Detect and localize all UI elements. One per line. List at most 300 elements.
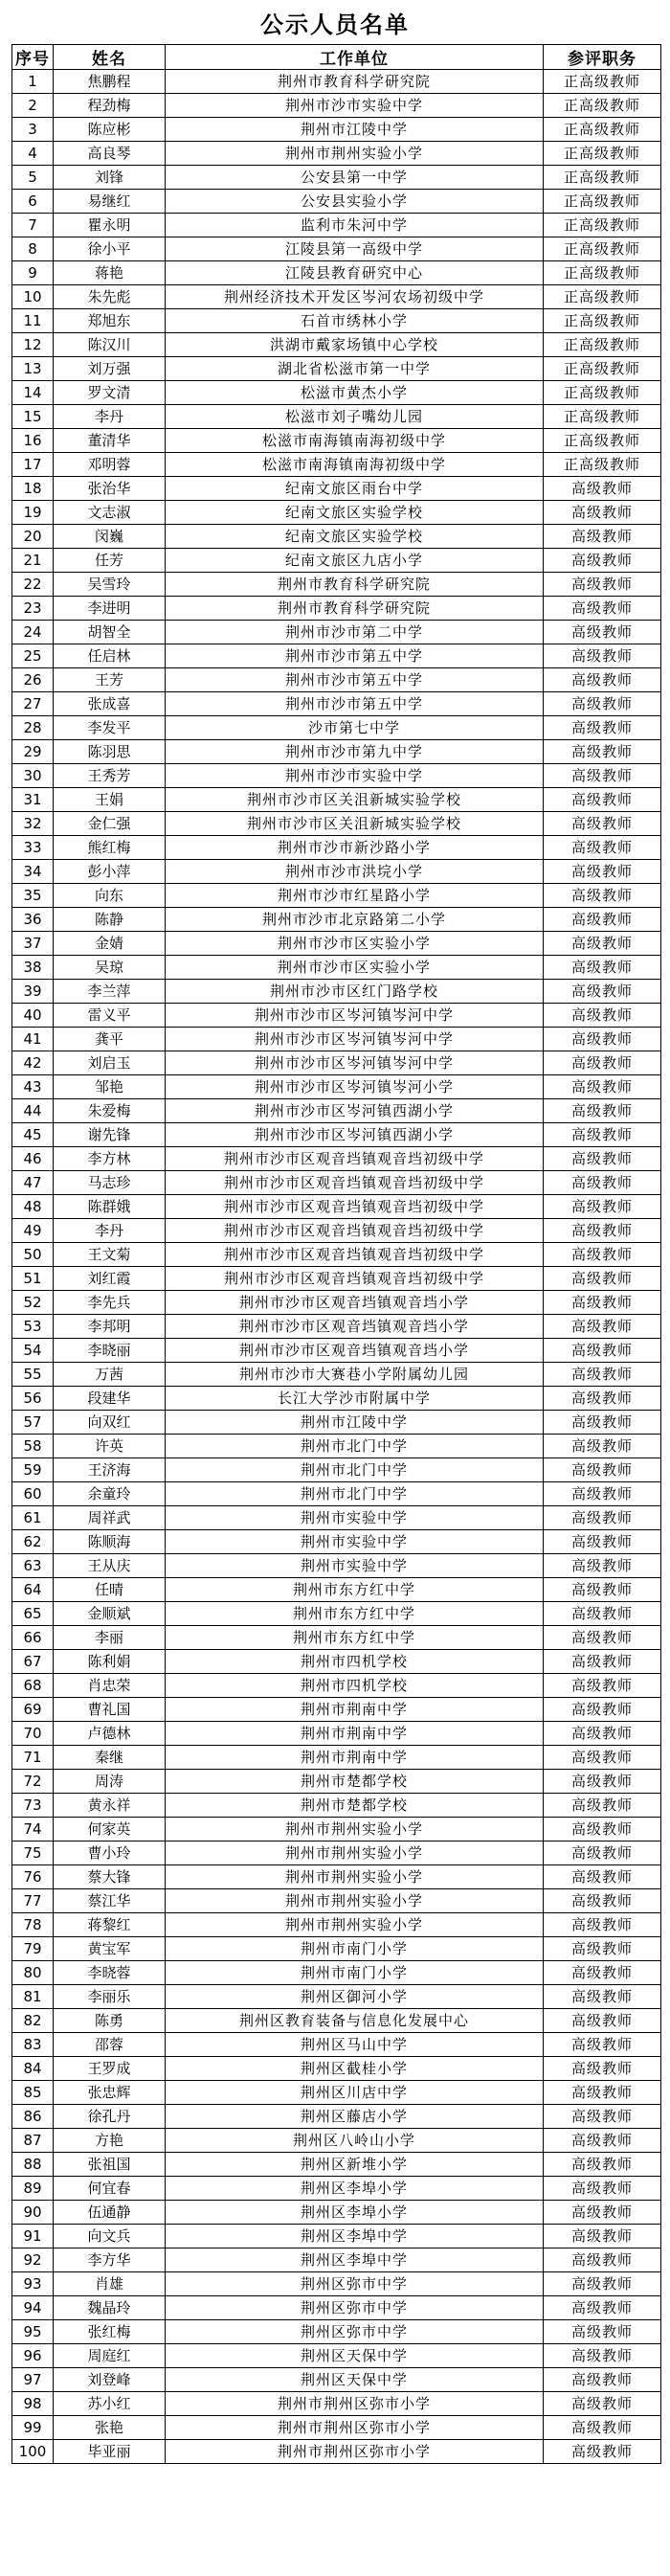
row-name: 董清华 xyxy=(54,429,166,453)
table-row xyxy=(12,2105,661,2129)
row-name: 曹小玲 xyxy=(54,1842,166,1865)
row-name: 王秀芳 xyxy=(54,764,166,788)
row-index: 8 xyxy=(12,237,54,261)
row-name: 金顺斌 xyxy=(54,1602,166,1626)
table-row xyxy=(12,381,661,405)
row-name: 马志珍 xyxy=(54,1171,166,1195)
row-index: 52 xyxy=(12,1291,54,1315)
page-title: 公示人员名单 xyxy=(260,11,410,38)
row-name: 陈静 xyxy=(54,908,166,932)
row-title: 高级教师 xyxy=(544,1482,661,1506)
row-index: 71 xyxy=(12,1746,54,1770)
row-index: 32 xyxy=(12,812,54,836)
row-unit: 荆州市沙市第二中学 xyxy=(166,621,544,644)
table-row xyxy=(12,2344,661,2368)
row-index: 93 xyxy=(12,2272,54,2296)
row-title: 正高级教师 xyxy=(544,333,661,357)
row-index: 40 xyxy=(12,1004,54,1028)
row-index: 35 xyxy=(12,884,54,908)
row-unit: 荆州市沙市区观音垱镇观音垱初级中学 xyxy=(166,1147,544,1171)
row-title: 高级教师 xyxy=(544,1411,661,1435)
row-unit: 荆州区藤店小学 xyxy=(166,2105,544,2129)
row-index: 38 xyxy=(12,956,54,980)
row-title: 高级教师 xyxy=(544,668,661,692)
table-row xyxy=(12,405,661,429)
row-title: 高级教师 xyxy=(544,1937,661,1961)
table-row xyxy=(12,549,661,573)
row-title: 高级教师 xyxy=(544,2368,661,2392)
row-title: 正高级教师 xyxy=(544,142,661,166)
row-title: 高级教师 xyxy=(544,1770,661,1794)
row-unit: 荆州区天保中学 xyxy=(166,2368,544,2392)
table-row xyxy=(12,2177,661,2201)
row-index: 57 xyxy=(12,1411,54,1435)
row-title: 高级教师 xyxy=(544,1506,661,1530)
row-title: 正高级教师 xyxy=(544,166,661,190)
table-row xyxy=(12,1123,661,1147)
row-name: 向双红 xyxy=(54,1411,166,1435)
row-index: 20 xyxy=(12,525,54,549)
row-index: 34 xyxy=(12,860,54,884)
row-index: 70 xyxy=(12,1722,54,1746)
row-name: 李进明 xyxy=(54,597,166,621)
table-row xyxy=(12,453,661,477)
table-row xyxy=(12,1626,661,1650)
row-name: 肖雄 xyxy=(54,2272,166,2296)
row-index: 98 xyxy=(12,2392,54,2416)
row-unit: 荆州区弥市中学 xyxy=(166,2272,544,2296)
row-title: 高级教师 xyxy=(544,860,661,884)
table-row xyxy=(12,1530,661,1554)
row-name: 刘万强 xyxy=(54,357,166,381)
row-name: 任芳 xyxy=(54,549,166,573)
row-title: 高级教师 xyxy=(544,1961,661,1985)
row-title: 正高级教师 xyxy=(544,190,661,214)
row-title: 高级教师 xyxy=(544,1051,661,1075)
row-title: 高级教师 xyxy=(544,932,661,956)
table-row xyxy=(12,261,661,285)
table-row xyxy=(12,621,661,644)
row-unit: 荆州市四机学校 xyxy=(166,1650,544,1674)
row-index: 62 xyxy=(12,1530,54,1554)
row-name: 李丽乐 xyxy=(54,1985,166,2009)
row-index: 37 xyxy=(12,932,54,956)
row-name: 刘启玉 xyxy=(54,1051,166,1075)
table-row xyxy=(12,525,661,549)
row-title: 正高级教师 xyxy=(544,429,661,453)
row-title: 正高级教师 xyxy=(544,405,661,429)
row-title: 正高级教师 xyxy=(544,237,661,261)
row-title: 高级教师 xyxy=(544,2392,661,2416)
row-name: 苏小红 xyxy=(54,2392,166,2416)
row-index: 22 xyxy=(12,573,54,597)
row-unit: 荆州市沙市区岑河镇岑河中学 xyxy=(166,1004,544,1028)
row-name: 李丹 xyxy=(54,1219,166,1243)
row-index: 12 xyxy=(12,333,54,357)
row-index: 81 xyxy=(12,1985,54,2009)
row-index: 84 xyxy=(12,2057,54,2081)
row-name: 余童玲 xyxy=(54,1482,166,1506)
table-row xyxy=(12,1219,661,1243)
row-index: 1 xyxy=(12,70,54,94)
row-index: 43 xyxy=(12,1075,54,1099)
row-unit: 荆州市东方红中学 xyxy=(166,1626,544,1650)
row-unit: 荆州区教育装备与信息化发展中心 xyxy=(166,2009,544,2033)
table-row xyxy=(12,2392,661,2416)
row-unit: 荆州市楚都学校 xyxy=(166,1770,544,1794)
table-row xyxy=(12,1985,661,2009)
row-unit: 洪湖市戴家场镇中心学校 xyxy=(166,333,544,357)
table-row xyxy=(12,285,661,309)
row-index: 77 xyxy=(12,1889,54,1913)
row-title: 高级教师 xyxy=(544,788,661,812)
row-index: 16 xyxy=(12,429,54,453)
table-row xyxy=(12,716,661,740)
row-unit: 荆州市沙市区岑河镇西湖小学 xyxy=(166,1099,544,1123)
table-row xyxy=(12,597,661,621)
row-title: 高级教师 xyxy=(544,1171,661,1195)
row-name: 蔡江华 xyxy=(54,1889,166,1913)
table-row xyxy=(12,1865,661,1889)
row-title: 高级教师 xyxy=(544,2129,661,2153)
row-name: 王芳 xyxy=(54,668,166,692)
row-title: 高级教师 xyxy=(544,2225,661,2248)
header-unit: 工作单位 xyxy=(166,45,544,70)
row-title: 高级教师 xyxy=(544,1339,661,1363)
row-index: 30 xyxy=(12,764,54,788)
row-index: 27 xyxy=(12,692,54,716)
row-name: 蔡大锋 xyxy=(54,1865,166,1889)
row-unit: 荆州市沙市实验中学 xyxy=(166,764,544,788)
row-unit: 荆州市南门小学 xyxy=(166,1961,544,1985)
row-unit: 荆州市沙市第五中学 xyxy=(166,692,544,716)
row-name: 任晴 xyxy=(54,1578,166,1602)
row-unit: 荆州区马山中学 xyxy=(166,2033,544,2057)
row-title: 高级教师 xyxy=(544,549,661,573)
row-unit: 荆州市沙市第五中学 xyxy=(166,668,544,692)
row-title: 高级教师 xyxy=(544,1554,661,1578)
row-unit: 荆州区新堆小学 xyxy=(166,2153,544,2177)
row-name: 邹艳 xyxy=(54,1075,166,1099)
table-row xyxy=(12,1818,661,1842)
row-title: 高级教师 xyxy=(544,501,661,525)
table-row xyxy=(12,2033,661,2057)
row-title: 高级教师 xyxy=(544,2320,661,2344)
row-unit: 荆州市沙市区观音垱镇观音垱初级中学 xyxy=(166,1267,544,1291)
table-row xyxy=(12,1435,661,1458)
row-index: 42 xyxy=(12,1051,54,1075)
row-unit: 荆州市沙市区实验小学 xyxy=(166,956,544,980)
table-row xyxy=(12,1195,661,1219)
table-row xyxy=(12,1650,661,1674)
row-index: 58 xyxy=(12,1435,54,1458)
row-index: 68 xyxy=(12,1674,54,1698)
table-row xyxy=(12,1698,661,1722)
row-unit: 荆州市教育科学研究院 xyxy=(166,573,544,597)
row-unit: 石首市绣林小学 xyxy=(166,309,544,333)
table-row xyxy=(12,956,661,980)
row-name: 吴琼 xyxy=(54,956,166,980)
row-unit: 荆州市沙市区观音垱镇观音垱小学 xyxy=(166,1291,544,1315)
row-name: 陈群娥 xyxy=(54,1195,166,1219)
row-unit: 荆州市东方红中学 xyxy=(166,1578,544,1602)
row-name: 邵蓉 xyxy=(54,2033,166,2057)
row-unit: 纪南文旅区九店小学 xyxy=(166,549,544,573)
row-title: 正高级教师 xyxy=(544,94,661,118)
row-title: 高级教师 xyxy=(544,573,661,597)
row-index: 96 xyxy=(12,2344,54,2368)
row-unit: 荆州区截桂小学 xyxy=(166,2057,544,2081)
row-unit: 荆州市沙市区观音垱镇观音垱初级中学 xyxy=(166,1171,544,1195)
row-unit: 荆州区李埠小学 xyxy=(166,2201,544,2225)
table-row xyxy=(12,932,661,956)
row-title: 正高级教师 xyxy=(544,381,661,405)
table-row xyxy=(12,2129,661,2153)
row-name: 许英 xyxy=(54,1435,166,1458)
row-title: 正高级教师 xyxy=(544,214,661,237)
row-unit: 纪南文旅区实验学校 xyxy=(166,525,544,549)
row-unit: 荆州市沙市红星路小学 xyxy=(166,884,544,908)
row-name: 李先兵 xyxy=(54,1291,166,1315)
row-name: 程劲梅 xyxy=(54,94,166,118)
row-unit: 荆州市沙市区岑河镇岑河中学 xyxy=(166,1028,544,1051)
table-row xyxy=(12,2153,661,2177)
row-title: 高级教师 xyxy=(544,764,661,788)
table-row xyxy=(12,1889,661,1913)
row-title: 高级教师 xyxy=(544,1195,661,1219)
row-index: 78 xyxy=(12,1913,54,1937)
row-index: 55 xyxy=(12,1363,54,1387)
row-index: 100 xyxy=(12,2440,54,2464)
row-unit: 松滋市南海镇南海初级中学 xyxy=(166,453,544,477)
table-row xyxy=(12,980,661,1004)
row-unit: 荆州市沙市洪垸小学 xyxy=(166,860,544,884)
row-title: 高级教师 xyxy=(544,1147,661,1171)
table-row xyxy=(12,2009,661,2033)
row-index: 92 xyxy=(12,2248,54,2272)
table-row xyxy=(12,429,661,453)
table-row xyxy=(12,237,661,261)
table-row xyxy=(12,1842,661,1865)
row-name: 王罗成 xyxy=(54,2057,166,2081)
table-row xyxy=(12,2440,661,2464)
row-index: 61 xyxy=(12,1506,54,1530)
table-row xyxy=(12,501,661,525)
row-title: 高级教师 xyxy=(544,1913,661,1937)
row-name: 黄宝军 xyxy=(54,1937,166,1961)
row-title: 正高级教师 xyxy=(544,309,661,333)
header-name: 姓名 xyxy=(54,45,166,70)
table-header-row xyxy=(12,45,661,70)
row-title: 高级教师 xyxy=(544,1099,661,1123)
row-index: 56 xyxy=(12,1387,54,1411)
row-name: 陈勇 xyxy=(54,2009,166,2033)
row-index: 87 xyxy=(12,2129,54,2153)
row-index: 5 xyxy=(12,166,54,190)
row-name: 肖忠荣 xyxy=(54,1674,166,1698)
row-name: 刘登峰 xyxy=(54,2368,166,2392)
row-unit: 荆州市沙市第五中学 xyxy=(166,644,544,668)
row-title: 高级教师 xyxy=(544,477,661,501)
row-unit: 荆州市荆南中学 xyxy=(166,1722,544,1746)
row-title: 高级教师 xyxy=(544,1435,661,1458)
row-index: 21 xyxy=(12,549,54,573)
row-unit: 荆州市实验中学 xyxy=(166,1554,544,1578)
row-name: 周祥武 xyxy=(54,1506,166,1530)
table-row xyxy=(12,812,661,836)
row-unit: 荆州市荆州实验小学 xyxy=(166,1913,544,1937)
table-row xyxy=(12,1482,661,1506)
row-name: 陈顺海 xyxy=(54,1530,166,1554)
row-title: 高级教师 xyxy=(544,2272,661,2296)
row-unit: 荆州市北门中学 xyxy=(166,1482,544,1506)
table-row xyxy=(12,644,661,668)
row-unit: 荆州市荆州区弥市小学 xyxy=(166,2416,544,2440)
row-unit: 荆州区天保中学 xyxy=(166,2344,544,2368)
row-index: 4 xyxy=(12,142,54,166)
row-unit: 荆州市沙市区红门路学校 xyxy=(166,980,544,1004)
row-name: 王从庆 xyxy=(54,1554,166,1578)
table-body xyxy=(12,70,661,2464)
row-index: 23 xyxy=(12,597,54,621)
row-index: 11 xyxy=(12,309,54,333)
row-unit: 荆州市荆州区弥市小学 xyxy=(166,2392,544,2416)
table-row xyxy=(12,860,661,884)
table-row xyxy=(12,190,661,214)
table-row xyxy=(12,1554,661,1578)
table-row xyxy=(12,668,661,692)
row-title: 高级教师 xyxy=(544,884,661,908)
row-title: 正高级教师 xyxy=(544,453,661,477)
row-title: 高级教师 xyxy=(544,1291,661,1315)
row-index: 46 xyxy=(12,1147,54,1171)
row-title: 高级教师 xyxy=(544,621,661,644)
row-unit: 松滋市南海镇南海初级中学 xyxy=(166,429,544,453)
row-name: 陈汉川 xyxy=(54,333,166,357)
table-row xyxy=(12,2368,661,2392)
row-unit: 荆州市荆州实验小学 xyxy=(166,1865,544,1889)
row-title: 高级教师 xyxy=(544,1004,661,1028)
row-title: 正高级教师 xyxy=(544,285,661,309)
row-unit: 荆州市沙市区关沮新城实验学校 xyxy=(166,788,544,812)
row-unit: 荆州市沙市区实验小学 xyxy=(166,932,544,956)
row-index: 74 xyxy=(12,1818,54,1842)
row-unit: 荆州市实验中学 xyxy=(166,1506,544,1530)
table-row xyxy=(12,118,661,142)
table-row xyxy=(12,1387,661,1411)
row-unit: 荆州区弥市中学 xyxy=(166,2320,544,2344)
row-index: 2 xyxy=(12,94,54,118)
row-index: 89 xyxy=(12,2177,54,2201)
table-row xyxy=(12,1411,661,1435)
row-unit: 荆州市荆州实验小学 xyxy=(166,1842,544,1865)
row-name: 张成喜 xyxy=(54,692,166,716)
row-title: 高级教师 xyxy=(544,1746,661,1770)
row-unit: 荆州市荆州区弥市小学 xyxy=(166,2440,544,2464)
table-row xyxy=(12,908,661,932)
row-index: 99 xyxy=(12,2416,54,2440)
row-title: 高级教师 xyxy=(544,836,661,860)
row-title: 高级教师 xyxy=(544,1889,661,1913)
row-name: 何宜春 xyxy=(54,2177,166,2201)
row-unit: 荆州市荆州实验小学 xyxy=(166,1818,544,1842)
row-index: 47 xyxy=(12,1171,54,1195)
row-unit: 荆州市四机学校 xyxy=(166,1674,544,1698)
row-index: 80 xyxy=(12,1961,54,1985)
row-name: 周庭红 xyxy=(54,2344,166,2368)
row-unit: 荆州市北门中学 xyxy=(166,1458,544,1482)
row-index: 75 xyxy=(12,1842,54,1865)
row-name: 方艳 xyxy=(54,2129,166,2153)
row-title: 高级教师 xyxy=(544,812,661,836)
table-row xyxy=(12,884,661,908)
table-row xyxy=(12,2201,661,2225)
table-row xyxy=(12,1961,661,1985)
row-unit: 荆州市沙市区观音垱镇观音垱小学 xyxy=(166,1339,544,1363)
row-name: 胡智全 xyxy=(54,621,166,644)
row-name: 徐孔丹 xyxy=(54,2105,166,2129)
row-unit: 荆州市东方红中学 xyxy=(166,1602,544,1626)
row-unit: 监利市朱河中学 xyxy=(166,214,544,237)
row-unit: 荆州市荆南中学 xyxy=(166,1698,544,1722)
table-row xyxy=(12,142,661,166)
row-index: 85 xyxy=(12,2081,54,2105)
row-name: 李兰萍 xyxy=(54,980,166,1004)
table-row xyxy=(12,2057,661,2081)
row-unit: 荆州市实验中学 xyxy=(166,1530,544,1554)
row-unit: 荆州市教育科学研究院 xyxy=(166,70,544,94)
row-unit: 荆州市沙市新沙路小学 xyxy=(166,836,544,860)
row-unit: 荆州区李埠中学 xyxy=(166,2225,544,2248)
row-name: 张忠辉 xyxy=(54,2081,166,2105)
row-index: 26 xyxy=(12,668,54,692)
row-index: 67 xyxy=(12,1650,54,1674)
row-title: 高级教师 xyxy=(544,1243,661,1267)
row-index: 88 xyxy=(12,2153,54,2177)
row-title: 高级教师 xyxy=(544,1794,661,1818)
table-row xyxy=(12,1171,661,1195)
row-unit: 荆州市沙市实验中学 xyxy=(166,94,544,118)
row-name: 何家英 xyxy=(54,1818,166,1842)
row-title: 高级教师 xyxy=(544,2296,661,2320)
row-title: 高级教师 xyxy=(544,1075,661,1099)
row-title: 高级教师 xyxy=(544,740,661,764)
row-name: 闵巍 xyxy=(54,525,166,549)
row-name: 蒋黎红 xyxy=(54,1913,166,1937)
table-row xyxy=(12,1937,661,1961)
row-unit: 湖北省松滋市第一中学 xyxy=(166,357,544,381)
row-name: 陈利娟 xyxy=(54,1650,166,1674)
row-unit: 江陵县教育研究中心 xyxy=(166,261,544,285)
row-unit: 荆州区八岭山小学 xyxy=(166,2129,544,2153)
row-name: 李晓丽 xyxy=(54,1339,166,1363)
row-unit: 松滋市刘子嘴幼儿园 xyxy=(166,405,544,429)
table-row xyxy=(12,573,661,597)
table-row xyxy=(12,1243,661,1267)
header-title: 参评职务 xyxy=(544,45,661,70)
table-row xyxy=(12,94,661,118)
table-row xyxy=(12,1051,661,1075)
row-name: 李方林 xyxy=(54,1147,166,1171)
table-row xyxy=(12,166,661,190)
row-unit: 荆州市沙市第九中学 xyxy=(166,740,544,764)
row-index: 10 xyxy=(12,285,54,309)
row-index: 3 xyxy=(12,118,54,142)
row-title: 高级教师 xyxy=(544,2416,661,2440)
row-name: 吴雪玲 xyxy=(54,573,166,597)
row-name: 李丽 xyxy=(54,1626,166,1650)
table-row xyxy=(12,1339,661,1363)
